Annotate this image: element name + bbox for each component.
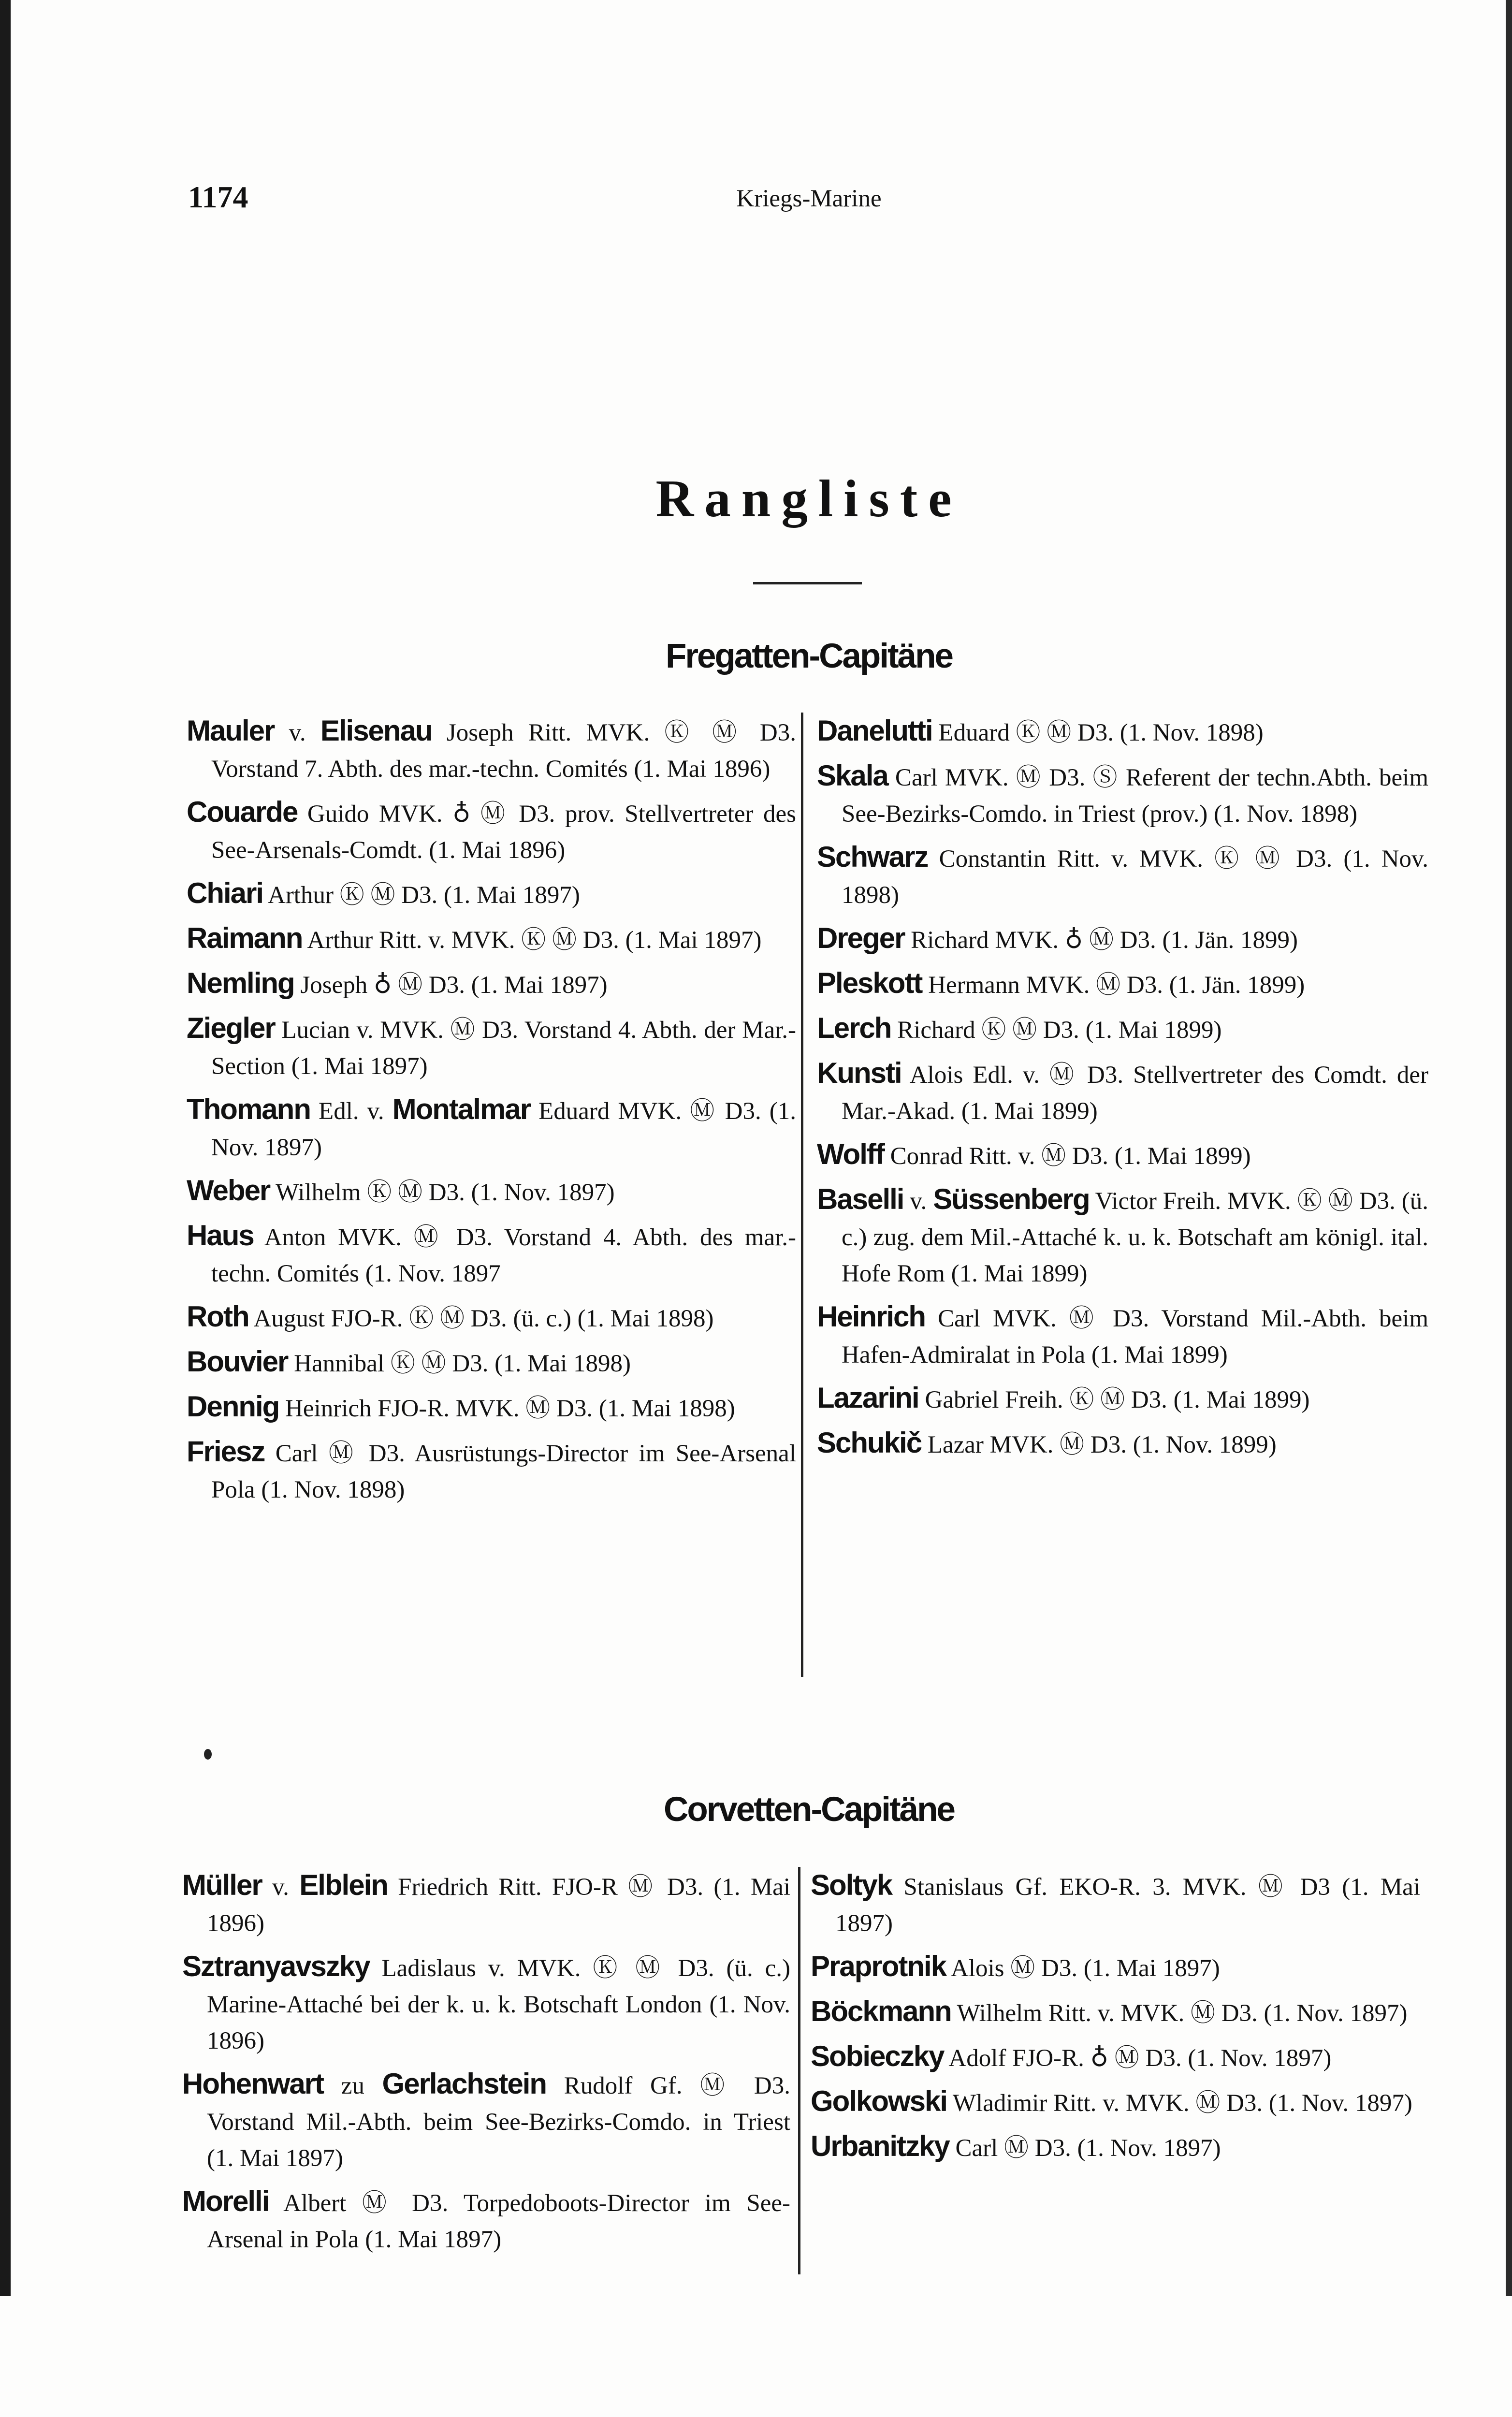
entry-surname: Elblein (299, 1869, 388, 1901)
entry-surname: Dennig (187, 1390, 279, 1423)
list-entry (811, 2128, 1420, 2167)
list-entry (817, 839, 1428, 914)
section-heading-corvetten: Corvetten-Capitäne (664, 1791, 954, 1829)
list-entry (182, 2183, 790, 2258)
list-entry (817, 757, 1428, 832)
entry-surname: Böckmann (811, 1995, 951, 2027)
entry-details: Lucian v. MVK. Ⓜ D3. Vorstand 4. Abth. der Mar.-Section (1. Mai 1897) (211, 1017, 796, 1080)
entry-details: Carl Ⓜ D3. Ausrüstungs-Director im See-Arsenal Pola (1. Nov. 1898) (211, 1440, 796, 1503)
running-title: Kriegs-Marine (736, 185, 882, 212)
entry-surname: Sztranyavszky (182, 1950, 370, 1982)
entry-details: zu (323, 2072, 382, 2099)
entry-surname: Gerlachstein (382, 2068, 547, 2100)
list-entry (182, 2066, 790, 2177)
list-entry (187, 1343, 796, 1382)
list-entry (811, 1867, 1420, 1942)
list-entry (811, 1948, 1420, 1987)
scan-edge-left (0, 0, 11, 2296)
list-entry (817, 713, 1428, 751)
entry-surname: Couarde (187, 796, 298, 828)
corvetten-right-column (811, 1867, 1420, 2173)
entry-surname: Müller (182, 1869, 262, 1901)
list-entry (187, 1298, 796, 1337)
entry-surname: Haus (187, 1219, 254, 1252)
entry-surname: Elisenau (320, 714, 432, 747)
list-entry (817, 920, 1428, 959)
entry-surname: Wolff (817, 1138, 884, 1170)
entry-surname: Morelli (182, 2185, 269, 2217)
scan-edge-right (1506, 0, 1512, 2296)
entry-details: Hannibal Ⓚ Ⓜ D3. (1. Mai 1898) (288, 1350, 631, 1377)
page-number: 1174 (188, 180, 248, 214)
entry-surname: Ziegler (187, 1012, 275, 1044)
column-divider (801, 713, 803, 1677)
entry-surname: Baselli (817, 1183, 904, 1215)
entry-surname: Chiari (187, 877, 263, 909)
entry-surname: Friesz (187, 1435, 265, 1468)
entry-details: Edl. v. (310, 1098, 393, 1125)
entry-details: Hermann MVK. Ⓜ D3. (1. Jän. 1899) (922, 972, 1305, 999)
entry-surname: Süssenberg (933, 1183, 1090, 1215)
entry-surname: Lerch (817, 1012, 891, 1044)
list-entry (817, 1055, 1428, 1130)
entry-surname: Roth (187, 1300, 249, 1333)
entry-details: Ladislaus v. MVK. Ⓚ Ⓜ D3. (ü. c.) Marine-Attaché bei der k. u. k. Botschaft London (1. Nov. 1896) (207, 1955, 790, 2054)
entry-surname: Hohenwart (182, 2068, 324, 2100)
list-entry (811, 2038, 1420, 2077)
entry-surname: Mauler (187, 714, 275, 747)
entry-surname: Golkowski (811, 2085, 947, 2117)
entry-details: Adolf FJO-R. ♁ Ⓜ D3. (1. Nov. 1897) (944, 2045, 1332, 2072)
column-divider (798, 1867, 800, 2274)
entry-surname: Praprotnik (811, 1950, 946, 1982)
entry-surname: Soltyk (811, 1869, 892, 1901)
entry-details: Conrad Ritt. v. Ⓜ D3. (1. Mai 1899) (884, 1143, 1251, 1170)
section-heading-fregatten: Fregatten-Capitäne (666, 637, 952, 675)
entry-details: Wilhelm Ⓚ Ⓜ D3. (1. Nov. 1897) (270, 1179, 615, 1206)
list-entry (187, 965, 796, 1004)
entry-details: Victor Freih. MVK. Ⓚ Ⓜ D3. (ü. c.) zug. dem Mil.-Attaché k. u. k. Botschaft am königl. ital. Hofe Rom (1. Mai 1899) (842, 1188, 1428, 1287)
entry-details: Lazar MVK. Ⓜ D3. (1. Nov. 1899) (921, 1431, 1277, 1458)
list-entry (817, 1136, 1428, 1175)
list-entry (187, 1388, 796, 1427)
list-entry (187, 1010, 796, 1085)
entry-details: Richard MVK. ♁ Ⓜ D3. (1. Jän. 1899) (904, 927, 1298, 954)
list-entry (187, 713, 796, 787)
list-entry (187, 1091, 796, 1166)
entry-details: v. (262, 1874, 300, 1901)
entry-surname: Nemling (187, 967, 294, 999)
entry-details: Carl MVK. Ⓜ D3. Vorstand Mil.-Abth. beim Hafen-Admiralat in Pola (1. Mai 1899) (842, 1305, 1428, 1369)
entry-details: Carl Ⓜ D3. (1. Nov. 1897) (949, 2135, 1221, 2162)
entry-surname: Schwarz (817, 841, 928, 873)
entry-details: v. (903, 1188, 933, 1215)
entry-details: Carl MVK. Ⓜ D3. Ⓢ Referent der techn.Abth. beim See-Bezirks-Comdo. in Triest (prov.) (1. Nov. 1898) (842, 764, 1428, 828)
entry-surname: Urbanitzky (811, 2130, 949, 2162)
entry-surname: Schukič (817, 1427, 922, 1459)
entry-surname: Lazarini (817, 1382, 919, 1414)
entry-surname: Pleskott (817, 967, 922, 999)
entry-surname: Thomann (187, 1093, 310, 1125)
entry-details: Arthur Ritt. v. MVK. Ⓚ Ⓜ D3. (1. Mai 1897) (302, 927, 762, 954)
entry-details: Anton MVK. Ⓜ D3. Vorstand 4. Abth. des mar.-techn. Comités (1. Nov. 1897 (211, 1224, 796, 1287)
entry-surname: Dreger (817, 922, 905, 954)
list-entry (817, 965, 1428, 1004)
page-title: Rangliste (655, 469, 962, 528)
entry-details: August FJO-R. Ⓚ Ⓜ D3. (ü. c.) (1. Mai 1898) (248, 1305, 714, 1332)
entry-surname: Heinrich (817, 1300, 926, 1333)
list-entry (817, 1010, 1428, 1048)
list-entry (811, 1993, 1420, 2032)
ink-dot (204, 1749, 212, 1760)
list-entry (182, 1948, 790, 2059)
entry-details: Arthur Ⓚ Ⓜ D3. (1. Mai 1897) (263, 882, 580, 909)
entry-details: Richard Ⓚ Ⓜ D3. (1. Mai 1899) (891, 1017, 1222, 1044)
list-entry (187, 1217, 796, 1292)
entry-details: Eduard MVK. Ⓜ D3. (1. Nov. 1897) (211, 1098, 796, 1161)
fregatten-right-column (817, 713, 1428, 1470)
list-entry (182, 1867, 790, 1942)
entry-details: Gabriel Freih. Ⓚ Ⓜ D3. (1. Mai 1899) (918, 1386, 1310, 1413)
entry-surname: Montalmar (392, 1093, 531, 1125)
list-entry (187, 920, 796, 959)
list-entry (817, 1181, 1428, 1292)
fregatten-left-column (187, 713, 796, 1514)
entry-details: Joseph ♁ Ⓜ D3. (1. Mai 1897) (294, 972, 608, 999)
entry-surname: Kunsti (817, 1057, 901, 1089)
entry-details: Stanislaus Gf. EKO-R. 3. MVK. Ⓜ D3 (1. Mai 1897) (835, 1874, 1420, 1937)
title-rule (753, 582, 862, 584)
entry-surname: Skala (817, 759, 888, 792)
list-entry (817, 1298, 1428, 1373)
list-entry (187, 1433, 796, 1508)
entry-details: Friedrich Ritt. FJO-R Ⓜ D3. (1. Mai 1896) (207, 1874, 790, 1937)
entry-surname: Weber (187, 1174, 270, 1207)
entry-surname: Sobieczky (811, 2040, 944, 2072)
entry-details: Joseph Ritt. MVK. Ⓚ Ⓜ D3. Vorstand 7. Abth. des mar.-techn. Comités (1. Mai 1896) (211, 719, 796, 783)
entry-details: Heinrich FJO-R. MVK. Ⓜ D3. (1. Mai 1898) (279, 1395, 735, 1422)
entry-details: Guido MVK. ♁ Ⓜ D3. prov. Stellvertreter des See-Arsenals-Comdt. (1. Mai 1896) (211, 801, 796, 864)
list-entry (817, 1425, 1428, 1463)
entry-details: Eduard Ⓚ Ⓜ D3. (1. Nov. 1898) (932, 719, 1264, 746)
entry-details: Alois Ⓜ D3. (1. Mai 1897) (946, 1955, 1220, 1982)
entry-details: Albert Ⓜ D3. Torpedoboots-Director im See-Arsenal in Pola (1. Mai 1897) (207, 2190, 790, 2253)
list-entry (187, 875, 796, 914)
entry-details: Alois Edl. v. Ⓜ D3. Stellvertreter des Comdt. der Mar.-Akad. (1. Mai 1899) (842, 1062, 1428, 1125)
entry-surname: Bouvier (187, 1345, 288, 1378)
entry-details: v. (274, 719, 320, 746)
entry-details: Wilhelm Ritt. v. MVK. Ⓜ D3. (1. Nov. 1897) (951, 2000, 1408, 2027)
entry-surname: Raimann (187, 922, 303, 954)
list-entry (817, 1380, 1428, 1418)
entry-details: Constantin Ritt. v. MVK. Ⓚ Ⓜ D3. (1. Nov. 1898) (842, 845, 1428, 909)
entry-surname: Danelutti (817, 714, 932, 747)
entry-details: Rudolf Gf. Ⓜ D3. Vorstand Mil.-Abth. beim See-Bezirks-Comdo. in Triest (1. Mai 1897) (207, 2072, 790, 2172)
list-entry (811, 2083, 1420, 2122)
entry-details: Wladimir Ritt. v. MVK. Ⓜ D3. (1. Nov. 1897) (947, 2090, 1412, 2117)
corvetten-left-column (182, 1867, 790, 2264)
list-entry (187, 1172, 796, 1211)
list-entry (187, 794, 796, 869)
